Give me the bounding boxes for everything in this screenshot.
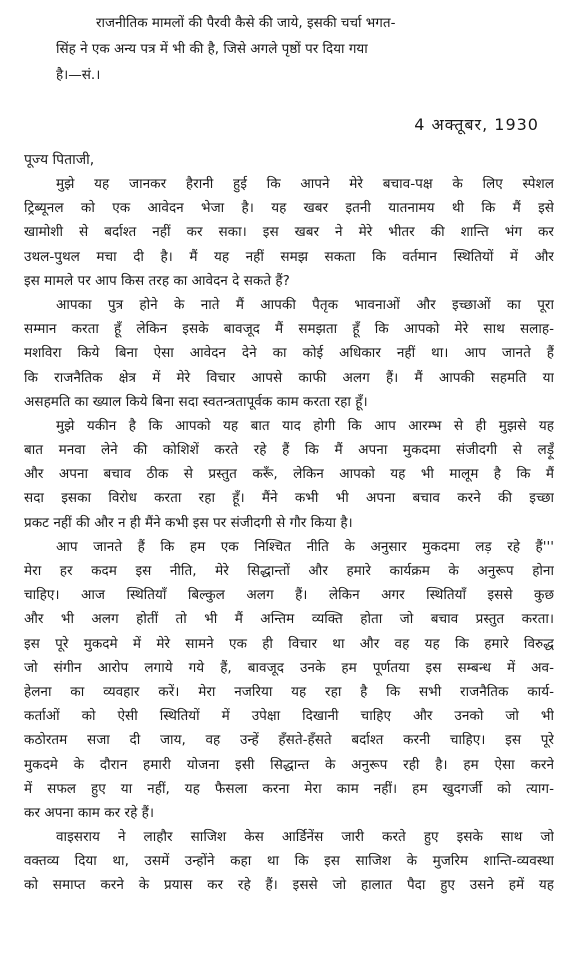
letter-line: मेरा हर कदम इस नीति, मेरे सिद्धान्तों और हमारे कार्यक्रम के अनुरूप होना: [24, 563, 554, 579]
letter-line: हेलना का व्यवहार करें। मेरा नजरिया यह रहा है कि सभी राजनैतिक कार्य-: [24, 683, 554, 700]
letter-line: चाहिए। आज स्थितियाँ बिल्कुल अलग हैं। लेकिन अगर स्थितियाँ इससे कुछ: [24, 587, 554, 604]
letter-line: कर अपना काम कर रहे हैं।: [24, 804, 155, 821]
letter-line: बात मनवा लेने की कोशिशें करते रहे हैं कि मैं अपना मुकदमा संजीदगी से लड़ूँ: [24, 442, 554, 459]
letter-line: सम्मान करता हूँ लेकिन इसके बावजूद मैं समझता हूँ कि आपको मेरे साथ सलाह-: [24, 321, 554, 338]
letter-line: मशविरा किये बिना ऐसा आवेदन देने का कोई अधिकार नहीं था। आप जानते हैं: [24, 345, 554, 362]
letter-line: प्रकट नहीं की और न ही मैंने कभी इस पर संजीदगी से गौर किया है।: [24, 514, 353, 531]
letter-line: उथल-पुथल मचा दी है। मैं यह नहीं समझ सकता कि वर्तमान स्थितियों में और: [24, 248, 554, 265]
letter-line: कर्ताओं को ऐसी स्थितियों में उपेक्षा दिखानी चाहिए और उनको जो भी: [24, 708, 554, 725]
letter-date: 4 अक्तूबर, 1930: [414, 115, 539, 134]
editor-note-line: सिंह ने एक अन्य पत्र में भी की है, जिसे अगले पृष्ठों पर दिया गया: [56, 41, 368, 57]
editor-note: [56, 10, 546, 88]
letter-line: सदा इसका विरोध करता रहा हूँ। मैंने कभी भी अपना बचाव करने की इच्छा: [24, 490, 554, 507]
editor-note-line: है।—सं.।: [56, 67, 101, 83]
letter-line: इस मामले पर आप किस तरह का आवेदन दे सकते हैं?: [24, 272, 290, 289]
letter-line: और अपना बचाव ठीक से प्रस्तुत करूँ, लेकिन आपको यह भी मालूम है कि मैं: [24, 466, 554, 483]
letter-line: मुकदमे के दौरान हमारी योजना इसी सिद्धान्त के अनुरूप रही है। हम ऐसा करने: [24, 756, 554, 773]
letter-line: कठोरतम सजा दी जाय, वह उन्हें हँसते-हँसते बर्दाश्त करनी चाहिए। इस पूरे: [24, 732, 554, 749]
letter-line: वक्तव्य दिया था, उसमें उन्होंने कहा था कि इस साजिश के मुजरिम शान्ति-व्यवस्था: [24, 853, 554, 870]
letter-line: असहमति का ख्याल किये बिना सदा स्वतन्त्रतापूर्वक काम करता रहा हूँ।: [24, 393, 368, 410]
letter-salutation: पूज्य पिताजी,: [24, 152, 95, 168]
letter-line: आप जानते हैं कि हम एक निश्चित नीति के अनुसार मुकदमा लड़ रहे हैं''': [56, 538, 554, 555]
letter-line: इस पूरे मुकदमे में मेरे सामने एक ही विचार था और वह यह कि हमारे विरुद्ध: [24, 635, 554, 652]
letter-line: वाइसराय ने लाहौर साजिश केस आर्डिनेंस जारी करते हुए इसके साथ जो: [56, 829, 554, 846]
letter-line: में सफल हुए या नहीं, यह फैसला करना मेरा काम नहीं। हम खुदगर्जी को त्याग-: [24, 780, 554, 797]
letter-line: ट्रिब्यूनल को एक आवेदन भेजा है। यह खबर इतनी यातनामय थी कि मैं इसे: [24, 200, 554, 217]
letter-line: कि राजनैतिक क्षेत्र में मेरे विचार आपसे काफी अलग हैं। मैं आपकी सहमति या: [24, 369, 554, 386]
editor-note-line: राजनीतिक मामलों की पैरवी कैसे की जाये, इसकी चर्चा भगत-: [96, 15, 396, 31]
letter-line: जो संगीन आरोप लगाये गये हैं, बावजूद उनके हम पूर्णतया इस सम्बन्ध में अव-: [24, 659, 554, 676]
letter-line: को समाप्त करने के प्रयास कर रहे हैं। इससे जो हालात पैदा हुए उसने हमें यह: [24, 877, 554, 894]
letter-line: मुझे यह जानकर हैरानी हुई कि आपने मेरे बचाव-पक्ष के लिए स्पेशल: [56, 176, 554, 192]
letter-line: खामोशी से बर्दाश्त नहीं कर सका। इस खबर ने मेरे भीतर की शान्ति भंग कर: [24, 224, 554, 241]
letter-line: मुझे यकीन है कि आपको यह बात याद होगी कि आप आरम्भ से ही मुझसे यह: [56, 417, 554, 434]
letter-line: आपका पुत्र होने के नाते मैं आपकी पैतृक भावनाओं और इच्छाओं का पूरा: [56, 296, 554, 313]
letter-body: [24, 172, 554, 898]
letter-line: और भी अलग होतीं तो भी मैं अन्तिम व्यक्ति होता जो बचाव प्रस्तुत करता।: [24, 611, 554, 628]
